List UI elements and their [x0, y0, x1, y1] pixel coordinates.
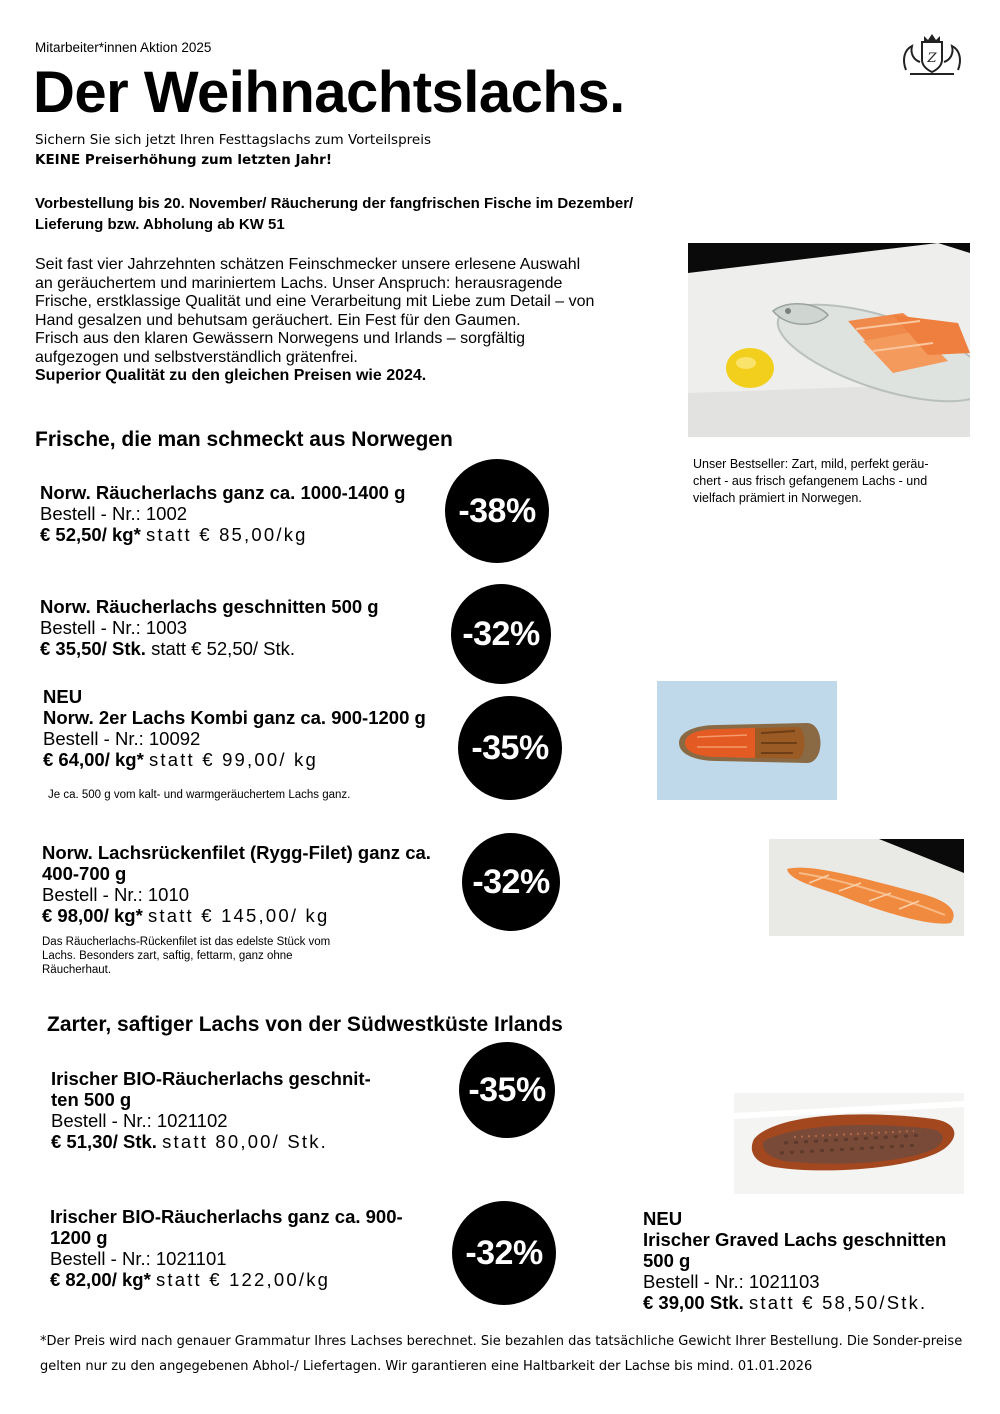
bestseller-caption: Unser Bestseller: Zart, mild, perfekt geräu-chert - aus frisch gefangenem Lachs - und vielfach prämiert in Norwegen.	[693, 457, 929, 505]
order-number: Bestell - Nr.: 1010	[42, 884, 190, 905]
irish-organic-salmon-photo	[734, 1093, 964, 1194]
discount-badge: -35%	[458, 696, 562, 800]
price: € 39,00 Stk.	[643, 1292, 744, 1313]
product-note: Je ca. 500 g vom kalt- und warmgeräuchertem Lachs ganz.	[48, 789, 351, 801]
subtitle-highlight: KEINE Preiserhöhung zum letzten Jahr!	[35, 152, 332, 168]
product-item	[50, 1206, 410, 1290]
price-line	[40, 524, 460, 545]
page-title: Der Weihnachtslachs.	[33, 60, 625, 125]
new-label: NEU	[43, 686, 83, 707]
discount-badge: -32%	[452, 1201, 556, 1305]
product-item	[643, 1208, 973, 1313]
order-number: Bestell - Nr.: 1021103	[643, 1271, 820, 1292]
discount-badge: -32%	[451, 584, 551, 684]
subtitle: Sichern Sie sich jetzt Ihren Festtagslachs zum Vorteilspreis	[35, 132, 431, 148]
product-name: Norw. Lachsrückenfilet (Rygg-Filet) ganz ca. 400-700 g	[42, 842, 431, 884]
fillet-salmon-photo	[769, 839, 964, 936]
footer-disclaimer: *Der Preis wird nach genauer Grammatur Ihres Lachses berechnet. Sie bezahlen das tatsächliche Gewicht Ihrer Bestellung. Die Sonder-preise gelten nur zu den angegebenen Abhol-/ Liefertagen. Wir garantieren eine Haltbarkeit der Lachse bis mind. 01.01.2026	[40, 1334, 963, 1374]
price-line	[51, 1131, 391, 1152]
price: € 82,00/ kg*	[50, 1269, 151, 1290]
price: € 98,00/ kg*	[42, 905, 143, 926]
product-name: Norw. 2er Lachs Kombi ganz ca. 900-1200 g	[43, 707, 426, 728]
product-item	[43, 686, 463, 770]
price: € 35,50/ Stk.	[40, 638, 146, 659]
order-number: Bestell - Nr.: 1003	[40, 617, 188, 638]
order-number: Bestell - Nr.: 10092	[43, 728, 201, 749]
product-name: Irischer BIO-Räucherlachs geschnit-ten 500 g	[51, 1068, 371, 1110]
price: € 51,30/ Stk.	[51, 1131, 157, 1152]
svg-text:Z: Z	[927, 51, 937, 66]
intro-text	[35, 256, 595, 386]
order-number: Bestell - Nr.: 1021102	[51, 1110, 228, 1131]
section-heading-ireland: Zarter, saftiger Lachs von der Südwestküste Irlands	[47, 1013, 563, 1036]
regular-price: statt € 99,00/ kg	[148, 749, 318, 770]
price-line	[643, 1292, 973, 1313]
hero-salmon-photo	[688, 243, 970, 437]
order-deadline-notice: Vorbestellung bis 20. November/ Räucherung der fangfrischen Fische im Dezember/ Lieferung bzw. Abholung ab KW 51	[35, 195, 634, 233]
product-item	[40, 596, 460, 659]
regular-price: statt € 145,00/ kg	[147, 905, 330, 926]
product-name: Irischer Graved Lachs geschnitten 500 g	[643, 1229, 947, 1271]
product-name: Irischer BIO-Räucherlachs ganz ca. 900-1200 g	[50, 1206, 403, 1248]
discount-badge: -35%	[459, 1042, 555, 1138]
product-item	[42, 842, 442, 926]
price-line	[50, 1269, 410, 1290]
discount-badge: -38%	[445, 459, 549, 563]
product-name: Norw. Räucherlachs ganz ca. 1000-1400 g	[40, 482, 406, 503]
section-heading-norway: Frische, die man schmeckt aus Norwegen	[35, 428, 453, 451]
price-line	[42, 905, 442, 926]
regular-price: statt 80,00/ Stk.	[162, 1131, 329, 1152]
regular-price: statt € 122,00/kg	[155, 1269, 331, 1290]
intro-paragraph: Frisch aus den klaren Gewässern Norwegens und Irlands – sorgfältig aufgezogen und selbstverständlich grätenfrei.	[35, 330, 526, 366]
order-number: Bestell - Nr.: 1002	[40, 503, 188, 524]
product-note: Das Räucherlachs-Rückenfilet ist das edelste Stück vom Lachs. Besonders zart, saftig, fettarm, ganz ohne Räucherhaut.	[42, 936, 331, 976]
combi-salmon-photo	[657, 681, 837, 800]
intro-paragraph: Seit fast vier Jahrzehnten schätzen Feinschmecker unsere erlesene Auswahl an geräuchertem und mariniertem Lachs. Unser Anspruch: herausragende Frische, erstklassige Qualität und eine Verarbeitung mit Liebe zum Detail – von Hand gesalzen und behutsam geräuchert. Ein Fest für den Gaumen.	[35, 256, 595, 329]
regular-price: statt € 52,50/ Stk.	[151, 638, 296, 659]
regular-price: statt € 58,50/Stk.	[748, 1292, 928, 1313]
product-name: Norw. Räucherlachs geschnitten 500 g	[40, 596, 379, 617]
campaign-kicker: Mitarbeiter*innen Aktion 2025	[35, 40, 212, 55]
crest-logo	[900, 30, 964, 78]
product-item	[40, 482, 460, 545]
regular-price: statt € 85,00/kg	[145, 524, 308, 545]
price: € 52,50/ kg*	[40, 524, 141, 545]
order-number: Bestell - Nr.: 1021101	[50, 1248, 227, 1269]
price: € 64,00/ kg*	[43, 749, 144, 770]
price-line	[40, 638, 460, 659]
discount-badge: -32%	[462, 833, 560, 931]
new-label: NEU	[643, 1208, 683, 1229]
price-line	[43, 749, 463, 770]
intro-highlight: Superior Qualität zu den gleichen Preisen wie 2024.	[35, 367, 427, 384]
product-item	[51, 1068, 391, 1152]
